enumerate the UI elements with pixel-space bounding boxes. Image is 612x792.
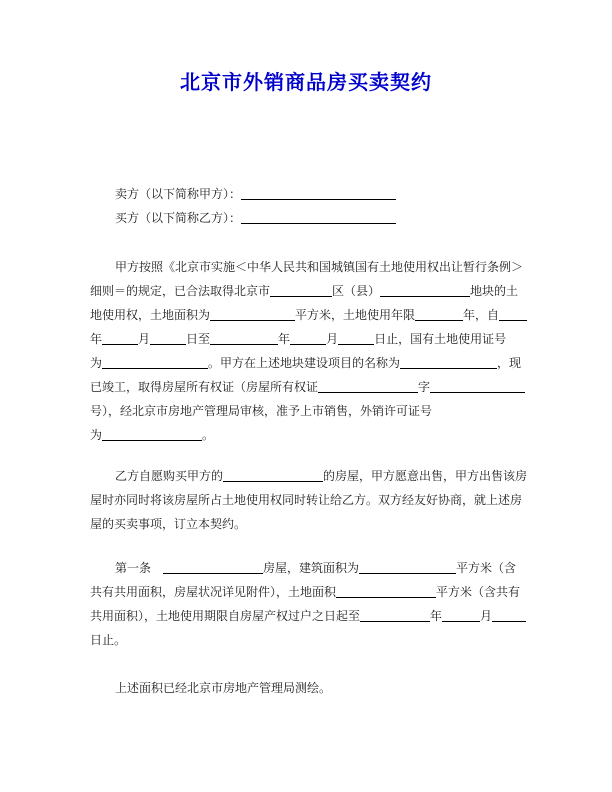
text-segment: 。 [202,428,215,442]
blank-field [102,426,202,441]
blank-field [380,282,470,297]
survey-note [90,676,532,700]
blank-field [270,282,332,297]
text-segment: 。甲方在上述地块建设项目的名称为 [208,356,401,370]
text-segment: 年 [430,609,443,623]
blank-field [400,354,497,369]
purchase-intent-clause [90,464,532,536]
text-segment: 卖方（以下简称甲方）： [115,187,242,201]
text-line [90,604,532,628]
blank-field [223,467,323,482]
document-body [0,182,612,700]
text-segment: 月 [138,332,151,346]
text-line [90,255,532,279]
text-segment: 已竣工，取得房屋所有权证（房屋所有权证 [90,380,319,394]
text-segment: 买方（以下简称乙方）： [115,211,242,225]
blank-field [336,583,436,598]
blank-field [241,185,396,200]
blank-field [102,354,208,369]
blank-field [163,559,263,574]
blank-field [290,330,326,345]
text-segment: 的房屋，甲方愿意出售，甲方出售该房 [323,469,528,483]
text-segment: 区（县） [332,284,381,298]
text-segment: 平方米，土地使用年限 [295,308,416,322]
text-line [90,580,532,604]
blank-field [338,330,374,345]
text-segment: 上述面积已经北京市房地产管理局测绘。 [115,681,332,695]
text-segment: 乙方自愿购买甲方的 [115,469,224,483]
land-use-clause [90,255,532,447]
text-line [90,206,532,230]
text-line [90,488,532,512]
text-line [90,464,532,488]
text-segment: 号），经北京市房地产管理局审核，准予上市销售，外销许可证号 [90,404,433,418]
blank-field [360,607,430,622]
text-segment: 共有共用面积，房屋状况详见附件），土地面积 [90,585,337,599]
text-line [90,628,532,652]
text-segment: 日止。 [90,633,127,647]
blank-field [150,330,186,345]
text-line [90,351,532,375]
text-segment: 年，自 [463,308,500,322]
text-line [90,556,532,580]
text-line [90,399,532,423]
text-line [90,375,532,399]
blank-field [210,306,295,321]
blank-field [102,330,138,345]
blank-field [241,209,396,224]
text-segment: 日止，国有土地使用证号 [374,332,507,346]
blank-field [492,607,526,622]
document-title: 北京市外销商品房买卖契约 [180,72,432,94]
article-1-clause [90,556,532,652]
parties-block [90,182,532,230]
text-segment: 为 [90,428,103,442]
text-line [90,676,532,700]
blank-field [318,378,418,393]
blank-field [430,378,525,393]
text-segment: 房屋，建筑面积为 [263,561,360,575]
text-segment: 屋时亦同时将该房屋所占土地使用权同时转让给乙方。双方经友好协商，就上述房 [90,493,523,507]
text-segment: 共用面积），土地使用期限自房屋产权过户之日起至 [90,609,361,623]
text-segment: 平方米（含共有 [436,585,521,599]
text-segment: 细则＝的规定，已合法取得北京市 [90,284,271,298]
text-line [90,512,532,536]
text-segment: 日至 [186,332,211,346]
blank-field [415,306,463,321]
blank-field [442,607,480,622]
text-line [90,327,532,351]
text-segment: 字 [418,380,431,394]
text-segment: 地块的土 [470,284,519,298]
text-segment: 月 [326,332,339,346]
text-segment: 屋的买卖事项，订立本契约。 [90,517,247,531]
blank-field [499,306,527,321]
text-segment: 年 [278,332,291,346]
text-segment: ，现 [497,356,522,370]
text-line [90,423,532,447]
blank-field [210,330,278,345]
text-line [90,279,532,303]
text-segment: 月 [480,609,493,623]
text-segment: 甲方按照《北京市实施＜中华人民共和国城镇国有土地使用权出让暂行条例＞ [115,260,524,274]
text-segment: 平方米（含 [456,561,517,575]
text-line [90,182,532,206]
text-segment: 地使用权，土地面积为 [90,308,211,322]
text-segment: 为 [90,356,103,370]
blank-field [359,559,456,574]
text-segment: 第一条 [115,561,164,575]
text-segment: 年 [90,332,103,346]
text-line [90,303,532,327]
